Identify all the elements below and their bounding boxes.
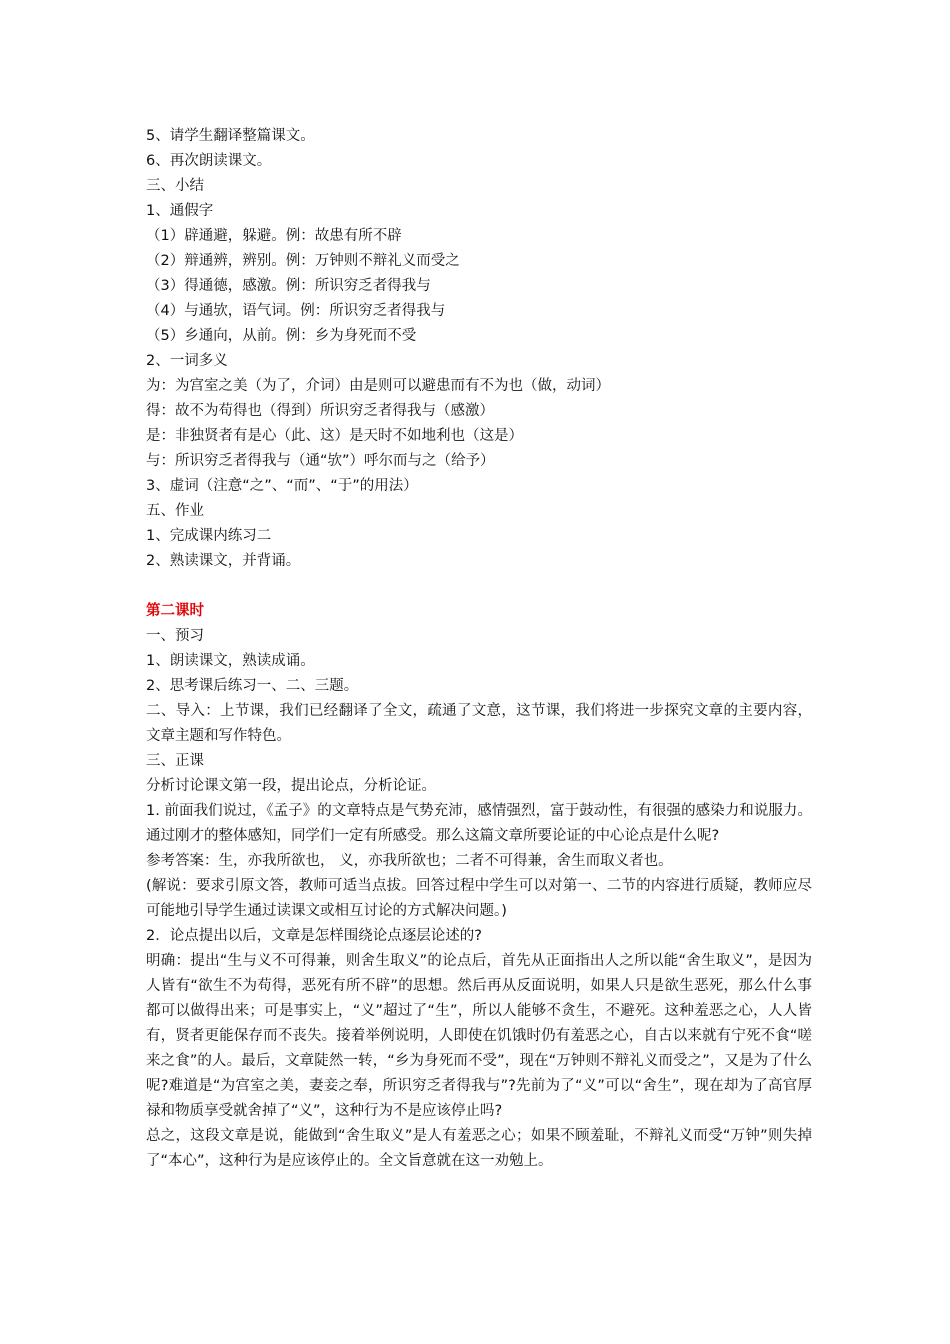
answer-paragraph: 参考答案：生，亦我所欲也， 义，亦我所欲也；二者不可得兼，舍生而取义者也。 bbox=[146, 853, 673, 869]
text-line: 是：非独贤者有是心（此、这）是天时不如地利也（这是） bbox=[146, 428, 523, 444]
question-paragraph: 1. 前面我们说过，《孟子》的文章特点是气势充沛，感情强烈，富于鼓动性，有很强的感染力和说服力。通过刚才的整体感知，同学们一定有所感受。那么这篇文章所要论证的中心论点是什么呢? bbox=[146, 803, 812, 844]
text-line: 6、再次朗读课文。 bbox=[146, 153, 272, 169]
text-line: （2）辩通辨，辨别。例：万钟则不辩礼义而受之 bbox=[146, 253, 460, 269]
text-line: 5、请学生翻译整篇课文。 bbox=[146, 128, 315, 144]
lesson-heading: 第二课时 bbox=[146, 603, 204, 619]
section-heading: 五、作业 bbox=[146, 503, 204, 519]
section-heading: 三、正课 bbox=[146, 753, 204, 769]
section-heading: 三、小结 bbox=[146, 178, 204, 194]
text-line: （1）辟通避，躲避。例：故患有所不辟 bbox=[146, 228, 402, 244]
document-page bbox=[146, 124, 812, 1174]
question-paragraph: 2．论点提出以后，文章是怎样围绕论点逐层论述的? bbox=[146, 928, 482, 944]
explanation-paragraph: 明确：提出“生与义不可得兼，则舍生取义”的论点后，首先从正面指出人之所以能“舍生取义”，是因为人皆有“欲生不为苟得，恶死有所不辟”的思想。然后再从反面说明，如果人只是欲生恶死，那么什么事都可以做得出来；可是事实上，“义”超过了“生”，所以人能够不贪生，不避死。这种羞恶之心，人人皆有，贤者更能保存而不丧失。接着举例说明，人即使在饥饿时仍有羞恶之心，自古以来就有宁死不食“嗟来之食”的人。最后，文章陡然一转，“乡为身死而不受”，现在“万钟则不辩礼义而受之”，又是为了什么呢?难道是“为宫室之美，妻妾之奉，所识穷乏者得我与”?先前为了“义”可以“舍生”，现在却为了高官厚禄和物质享受就舍掉了“义”，这种行为不是应该停止吗? bbox=[146, 953, 812, 1119]
blank-line bbox=[146, 574, 812, 599]
text-line: 3、虚词（注意“之”、“而”、“于”的用法） bbox=[146, 478, 418, 494]
text-line: 1、完成课内练习二 bbox=[146, 528, 272, 544]
summary-paragraph: 总之，这段文章是说，能做到“舍生取义”是人有羞恶之心；如果不顾羞耻，不辩礼义而受“万钟”则失掉了“本心”，这种行为是应该停止的。全文旨意就在这一劝勉上。 bbox=[146, 1128, 812, 1169]
text-line: 2、思考课后练习一、二、三题。 bbox=[146, 678, 359, 694]
intro-paragraph: 二、导入：上节课，我们已经翻译了全文，疏通了文意，这节课，我们将进一步探究文章的主要内容，文章主题和写作特色。 bbox=[146, 703, 812, 744]
text-line: （5）乡通向，从前。例：乡为身死而不受 bbox=[146, 328, 417, 344]
text-line: 2、一词多义 bbox=[146, 353, 228, 369]
text-line: （4）与通欤，语气词。例：所识穷乏者得我与 bbox=[146, 303, 446, 319]
text-line: 1、朗读课文，熟读成诵。 bbox=[146, 653, 315, 669]
section-one bbox=[146, 124, 812, 574]
text-line: （3）得通德，感激。例：所识穷乏者得我与 bbox=[146, 278, 431, 294]
text-line: 2、熟读课文，并背诵。 bbox=[146, 553, 301, 569]
text-line: 得：故不为苟得也（得到）所识穷乏者得我与（感激） bbox=[146, 403, 494, 419]
note-paragraph: (解说：要求引原文答，教师可适当点拔。回答过程中学生可以对第一、二节的内容进行质疑，教师应尽可能地引导学生通过读课文或相互讨论的方式解决问题。) bbox=[146, 878, 812, 919]
text-line: 1、通假字 bbox=[146, 203, 214, 219]
text-line: 为：为宫室之美（为了，介词）由是则可以避患而有不为也（做，动词） bbox=[146, 378, 610, 394]
section-two bbox=[146, 599, 812, 1174]
text-line: 分析讨论课文第一段，提出论点，分析论证。 bbox=[146, 778, 436, 794]
text-line: 与：所识穷乏者得我与（通“欤”）呼尔而与之（给予） bbox=[146, 453, 495, 469]
section-heading: 一、预习 bbox=[146, 628, 204, 644]
